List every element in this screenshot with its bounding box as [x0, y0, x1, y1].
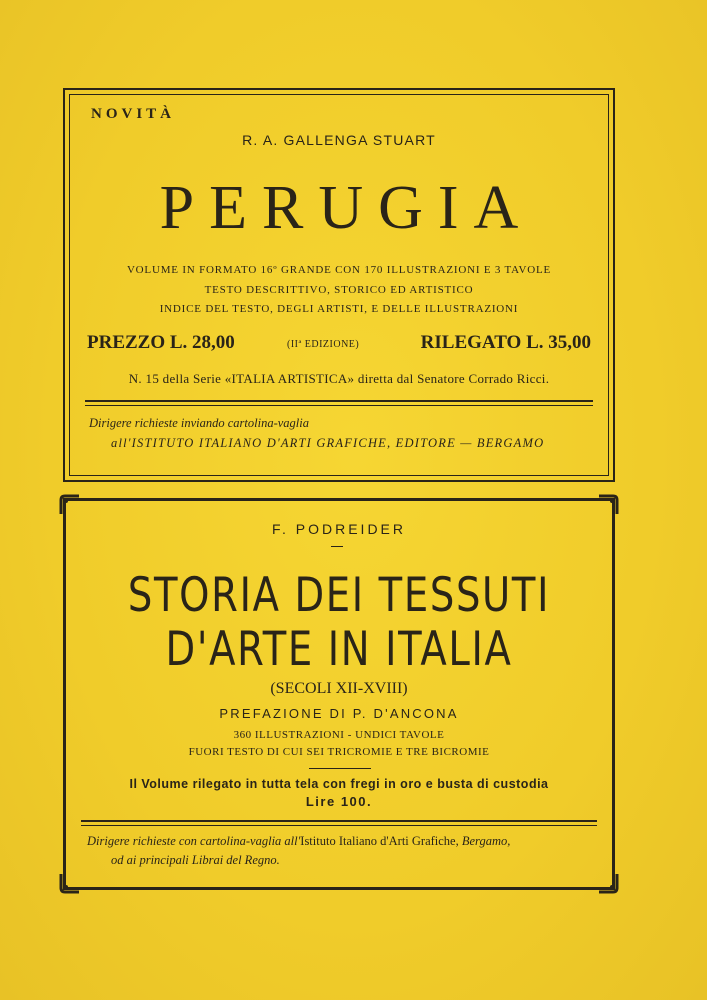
- corner-ornament-icon: [597, 872, 619, 894]
- perugia-series-note: N. 15 della Serie «ITALIA ARTISTICA» diretta dal Senatore Corrado Ricci.: [128, 371, 550, 386]
- tessuti-price: Lire 100.: [305, 794, 373, 809]
- perugia-order-instructions: Dirigere richieste inviando cartolina-vaglia: [89, 416, 309, 430]
- tessuti-title-line1: STORIA DEI TESSUTI: [127, 568, 551, 623]
- perugia-publisher-address: all'ISTITUTO ITALIANO D'ARTI GRAFICHE, EDITORE — BERGAMO: [111, 436, 545, 450]
- perugia-price: PREZZO L. 28,00: [87, 332, 235, 353]
- publisher-name: Istituto Italiano d'Arti Grafiche,: [300, 834, 462, 848]
- author-dash-divider: [331, 546, 343, 547]
- novelty-label: NOVITÀ: [91, 106, 176, 122]
- tessuti-binding-note: Il Volume rilegato in tutta tela con fregi in oro e busta di custodia: [129, 777, 549, 791]
- tessuti-advertisement: [63, 498, 615, 890]
- tessuti-booksellers-note: od ai principali Librai del Regno.: [111, 853, 280, 867]
- perugia-bound-price: RILEGATO L. 35,00: [420, 332, 591, 353]
- tessuti-preface: PREFAZIONE DI P. D'ANCONA: [219, 706, 459, 721]
- double-rule-divider: [85, 400, 593, 406]
- corner-ornament-icon: [597, 494, 619, 516]
- tessuti-illustrations: 360 ILLUSTRAZIONI - UNDICI TAVOLE: [233, 729, 445, 741]
- tessuti-centuries: (SECOLI XII-XVIII): [270, 680, 408, 697]
- publisher-city: Bergamo,: [461, 834, 511, 848]
- perugia-description-line: TESTO DESCRITTIVO, STORICO ED ARTISTICO: [204, 284, 474, 296]
- perugia-edition: (IIª EDIZIONE): [287, 339, 360, 350]
- perugia-description-line: INDICE DEL TESTO, DEGLI ARTISTI, E DELLE ILLUSTRAZIONI: [159, 303, 519, 315]
- tessuti-title-line2: D'ARTE IN ITALIA: [165, 622, 513, 677]
- double-rule-divider: [81, 820, 597, 826]
- tessuti-order-instructions: [87, 834, 510, 849]
- perugia-author: R. A. GALLENGA STUART: [242, 132, 436, 148]
- perugia-description-line: VOLUME IN FORMATO 16º GRANDE CON 170 ILLUSTRAZIONI E 3 TAVOLE: [126, 264, 552, 276]
- tessuti-plates: FUORI TESTO DI CUI SEI TRICROMIE E TRE BICROMIE: [188, 746, 490, 758]
- order-instructions-italic: Dirigere richieste con cartolina-vaglia all': [87, 834, 301, 848]
- thin-divider: [309, 768, 371, 769]
- corner-ornament-icon: [59, 872, 81, 894]
- perugia-advertisement: [63, 88, 615, 482]
- perugia-title: PERUGIA: [159, 174, 534, 242]
- tessuti-author: F. PODREIDER: [271, 521, 406, 537]
- corner-ornament-icon: [59, 494, 81, 516]
